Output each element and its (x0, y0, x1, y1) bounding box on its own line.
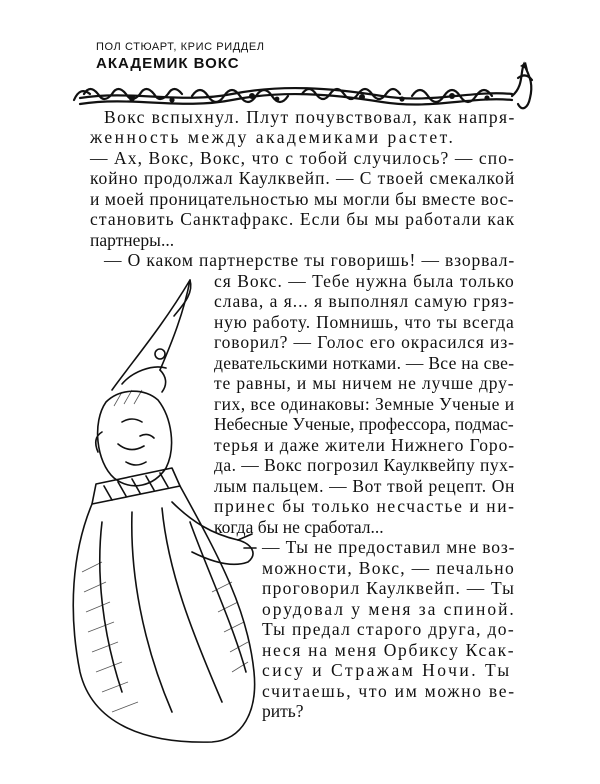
text-line: и моей проницательностью мы могли бы вместе вос- (90, 188, 515, 209)
text-line: — О каком партнерстве ты говоришь! — взорвал- (104, 250, 516, 271)
text-line: партнеры... (90, 229, 175, 250)
text-line: — Ах, Вокс, Вокс, что с тобой случилось? — спо- (90, 147, 515, 168)
text-line: да. — Вокс погрозил Каулквейпу пух- (214, 455, 515, 476)
author-names: ПОЛ СТЮАРТ, КРИС РИДДЕЛ (96, 41, 265, 53)
text-line: рить? (262, 701, 304, 721)
text-line: слава, а я... я выполнял самую гряз- (214, 291, 515, 312)
text-line: говорил? — Голос его окрасился из- (214, 332, 515, 353)
text-line: лым пальцем. — Вот твой рецепт. Он (214, 475, 516, 496)
text-line: — Ты не предоставил мне воз- (262, 537, 516, 558)
text-line: неся на меня Орбиксу Ксак- (262, 639, 516, 660)
text-line: Вокс вспыхнул. Плут почувствовал, как напря- (104, 107, 516, 127)
text-line: когда бы не сработал... (214, 516, 384, 537)
text-line: принес бы только несчастье и ни- (214, 496, 516, 517)
text-line: Небесные Ученые, профессора, подмас- (214, 414, 514, 435)
text-line: гих, все одинаковы: Земные Ученые и (214, 393, 515, 414)
text-line: терья и даже жители Нижнего Горо- (214, 434, 516, 455)
text-line: сису и Стражам Ночи. Ты (262, 660, 512, 681)
text-line: считаешь, что им можно ве- (262, 680, 516, 701)
book-title: АКАДЕМИК ВОКС (96, 55, 240, 72)
text-line: женность между академиками растет. (90, 127, 456, 148)
text-line: койно продолжал Каулквейп. — С твоей смекалкой (90, 168, 516, 189)
text-line: можности, Вокс, — печально (262, 557, 516, 578)
text-line: ную работу. Помнишь, что ты всегда (214, 311, 515, 332)
text-line: те равны, и мы ничем не лучше дру- (214, 373, 515, 394)
text-line: Ты предал старого друга, до- (262, 619, 515, 640)
text-line: ся Вокс. — Тебе нужна была только (214, 270, 515, 291)
text-line: проговорил Каулквейп. — Ты (262, 578, 516, 599)
text-line: орудовал у меня за спиной. (262, 598, 516, 619)
text-line: становить Санктафракс. Если бы мы работали как (90, 209, 516, 230)
text-line: девательскими нотками. — Все на све- (214, 352, 515, 373)
